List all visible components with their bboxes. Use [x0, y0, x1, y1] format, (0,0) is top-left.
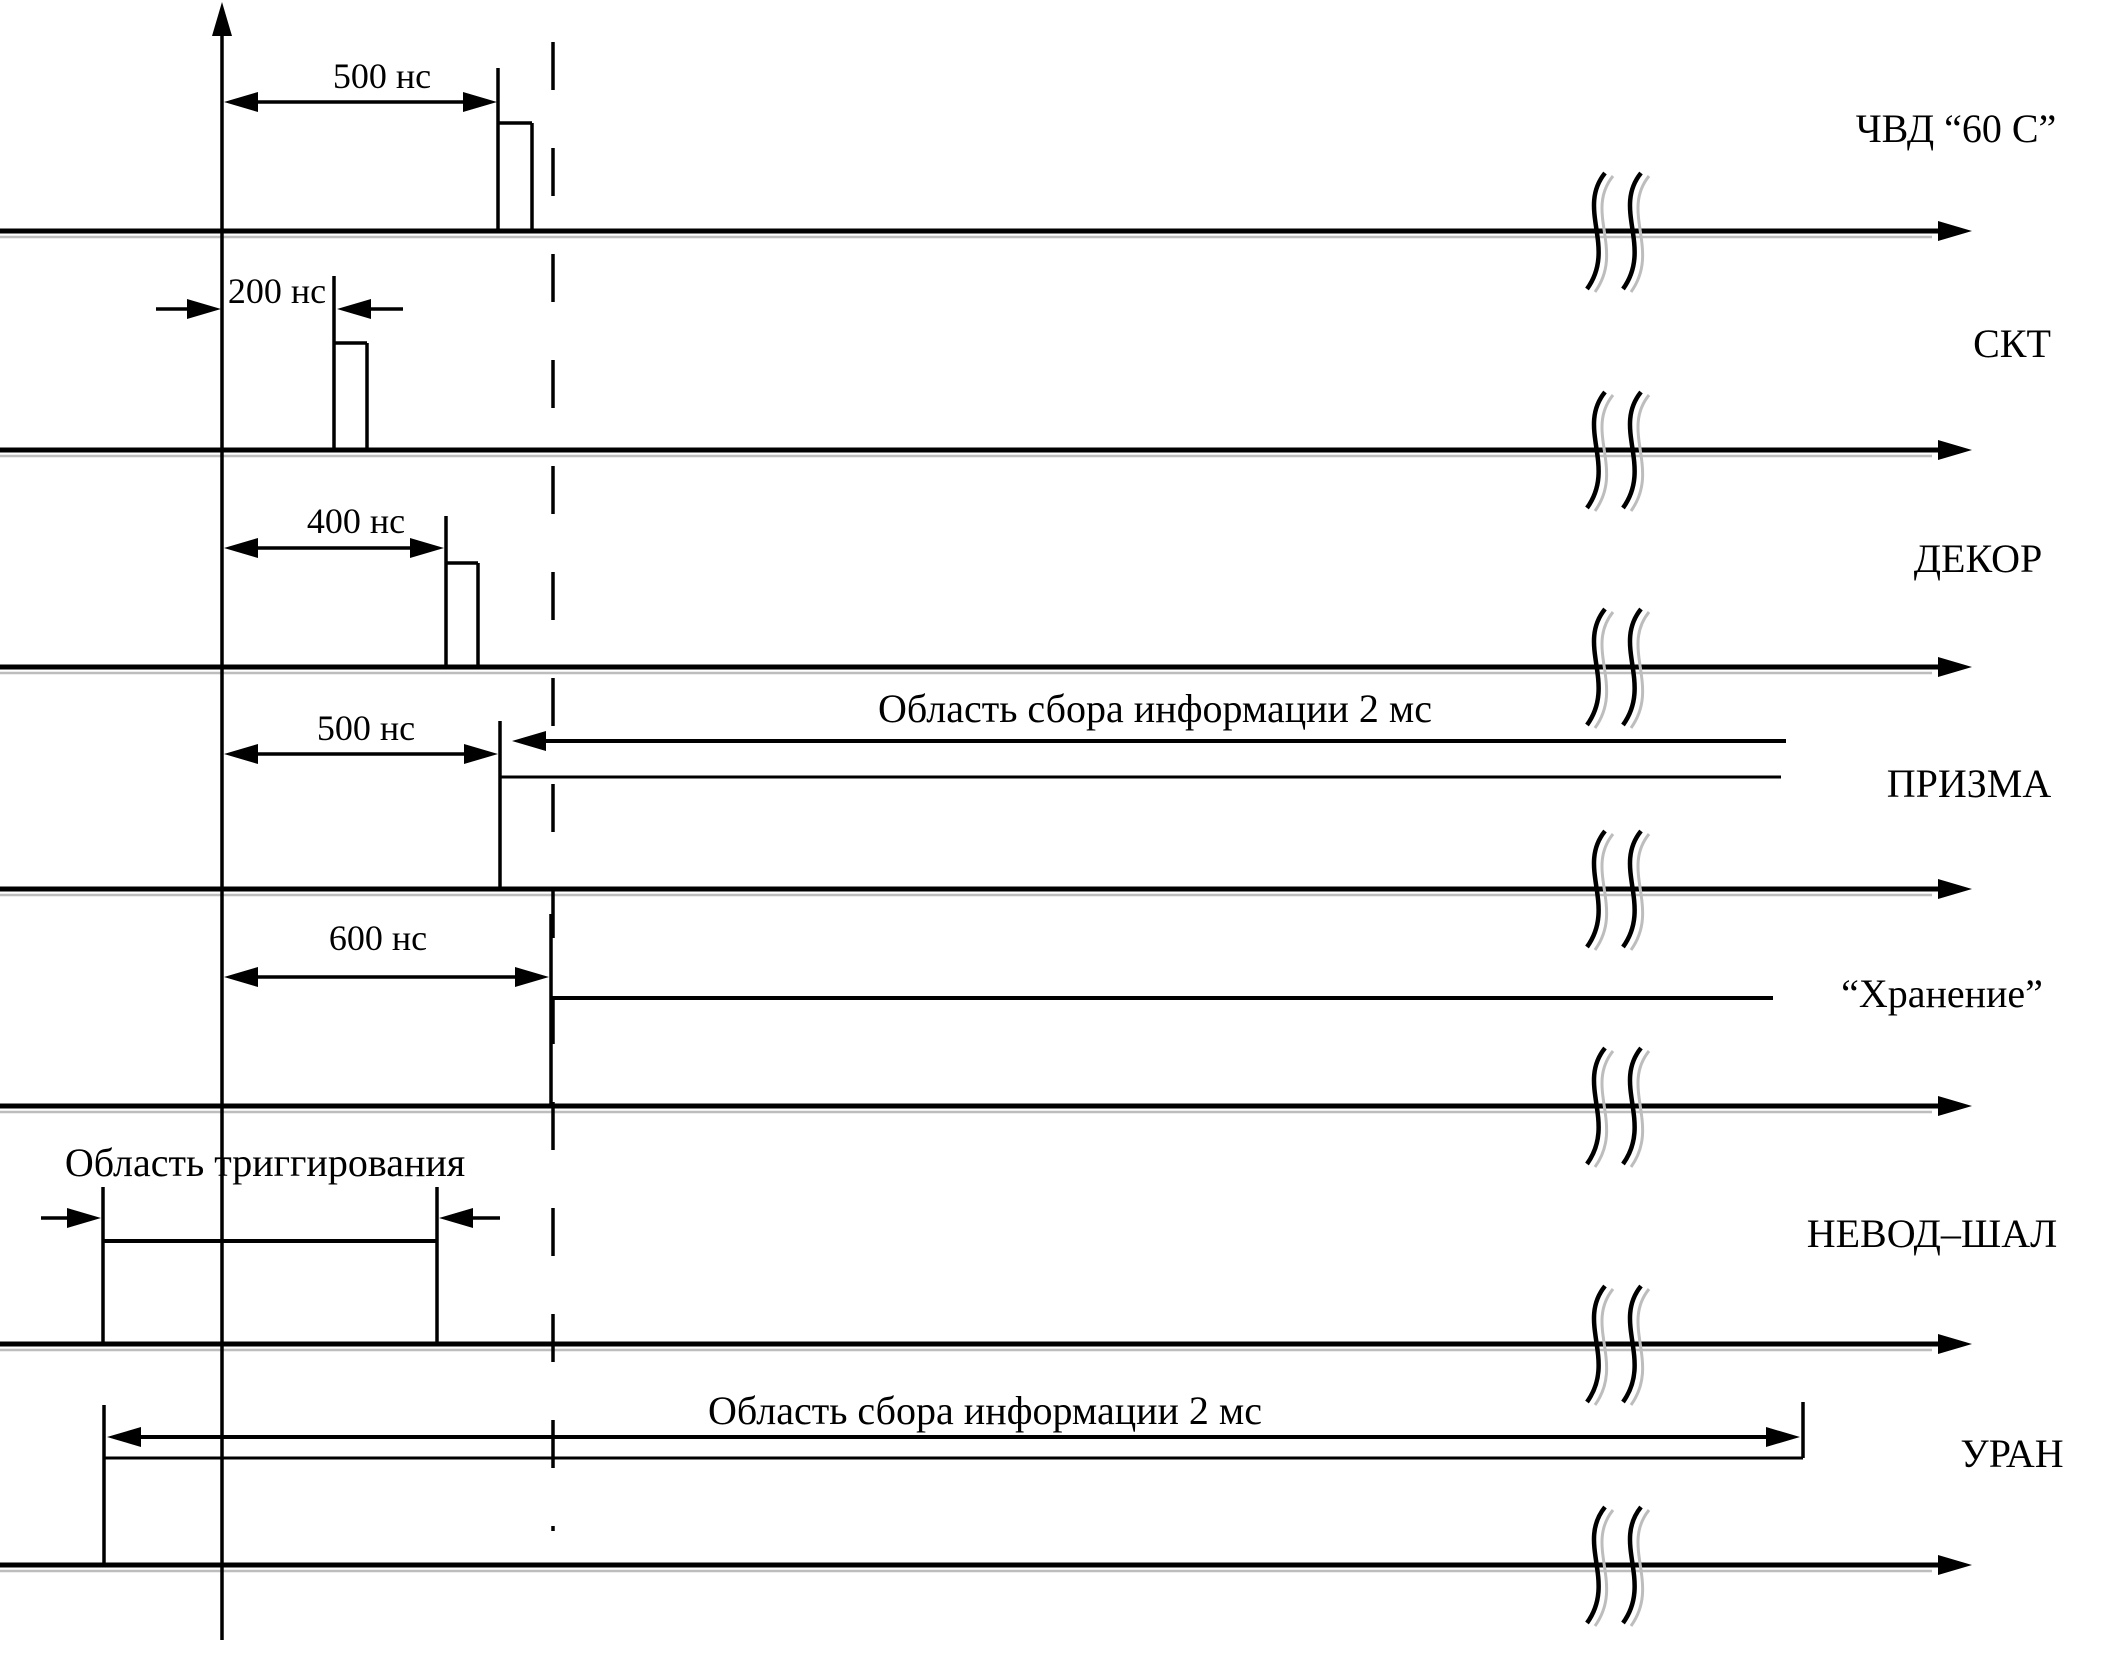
uran-collect-arrow-head [1766, 1427, 1800, 1447]
timeline-prizma-head [1938, 879, 1972, 899]
row-label-nevod-shal: НЕВОД–ШАЛ [1806, 1211, 2058, 1256]
region-label-prizma: Область сбора информации 2 мс [878, 686, 1432, 731]
row-label-uran: УРАН [1960, 1431, 2064, 1476]
dim-arrow-khranenie-tail-head [224, 967, 258, 987]
dim-label-chvd: 500 нс [332, 56, 432, 96]
dim-label-dekor: 400 нс [306, 501, 406, 541]
region-label-trigger: Область триггирования [64, 1140, 466, 1185]
timeline-khranenie-head [1938, 1096, 1972, 1116]
timeline-nevod-shal-head [1938, 1334, 1972, 1354]
dim-label-prizma: 500 нс [316, 708, 416, 748]
dim-arrow-dekor-head [410, 538, 444, 558]
prizma-collect-arrow-head [512, 731, 546, 751]
dim-label-skt: 200 нс [227, 271, 327, 311]
row-label-skt: СКТ [1973, 321, 2051, 366]
dim-arrow-skt-right-head [337, 299, 371, 319]
dim-arrow-chvd-head [463, 92, 497, 112]
dim-arrow-prizma-head [464, 744, 498, 764]
trigger-dim-left-head [67, 1208, 101, 1228]
row-label-dekor: ДЕКОР [1913, 536, 2043, 581]
dim-arrow-skt-left-head [187, 299, 221, 319]
timeline-skt-head [1938, 440, 1972, 460]
row-label-chvd: ЧВД “60 С” [1855, 106, 2057, 151]
row-label-khranenie: “Хранение” [1841, 971, 2043, 1016]
time-axis-head [212, 2, 232, 36]
dim-arrow-prizma-tail-head [224, 744, 258, 764]
uran-collect-arrow-tail-head [107, 1427, 141, 1447]
row-label-prizma: ПРИЗМА [1886, 761, 2052, 806]
dim-arrow-dekor-tail-head [224, 538, 258, 558]
timeline-uran-head [1938, 1555, 1972, 1575]
timeline-chvd-head [1938, 221, 1972, 241]
dim-arrow-chvd-tail-head [224, 92, 258, 112]
dim-label-khranenie: 600 нс [328, 918, 428, 958]
timeline-dekor-head [1938, 657, 1972, 677]
trigger-dim-right-head [439, 1208, 473, 1228]
region-label-uran: Область сбора информации 2 мс [708, 1388, 1262, 1433]
dim-arrow-khranenie-head [515, 967, 549, 987]
